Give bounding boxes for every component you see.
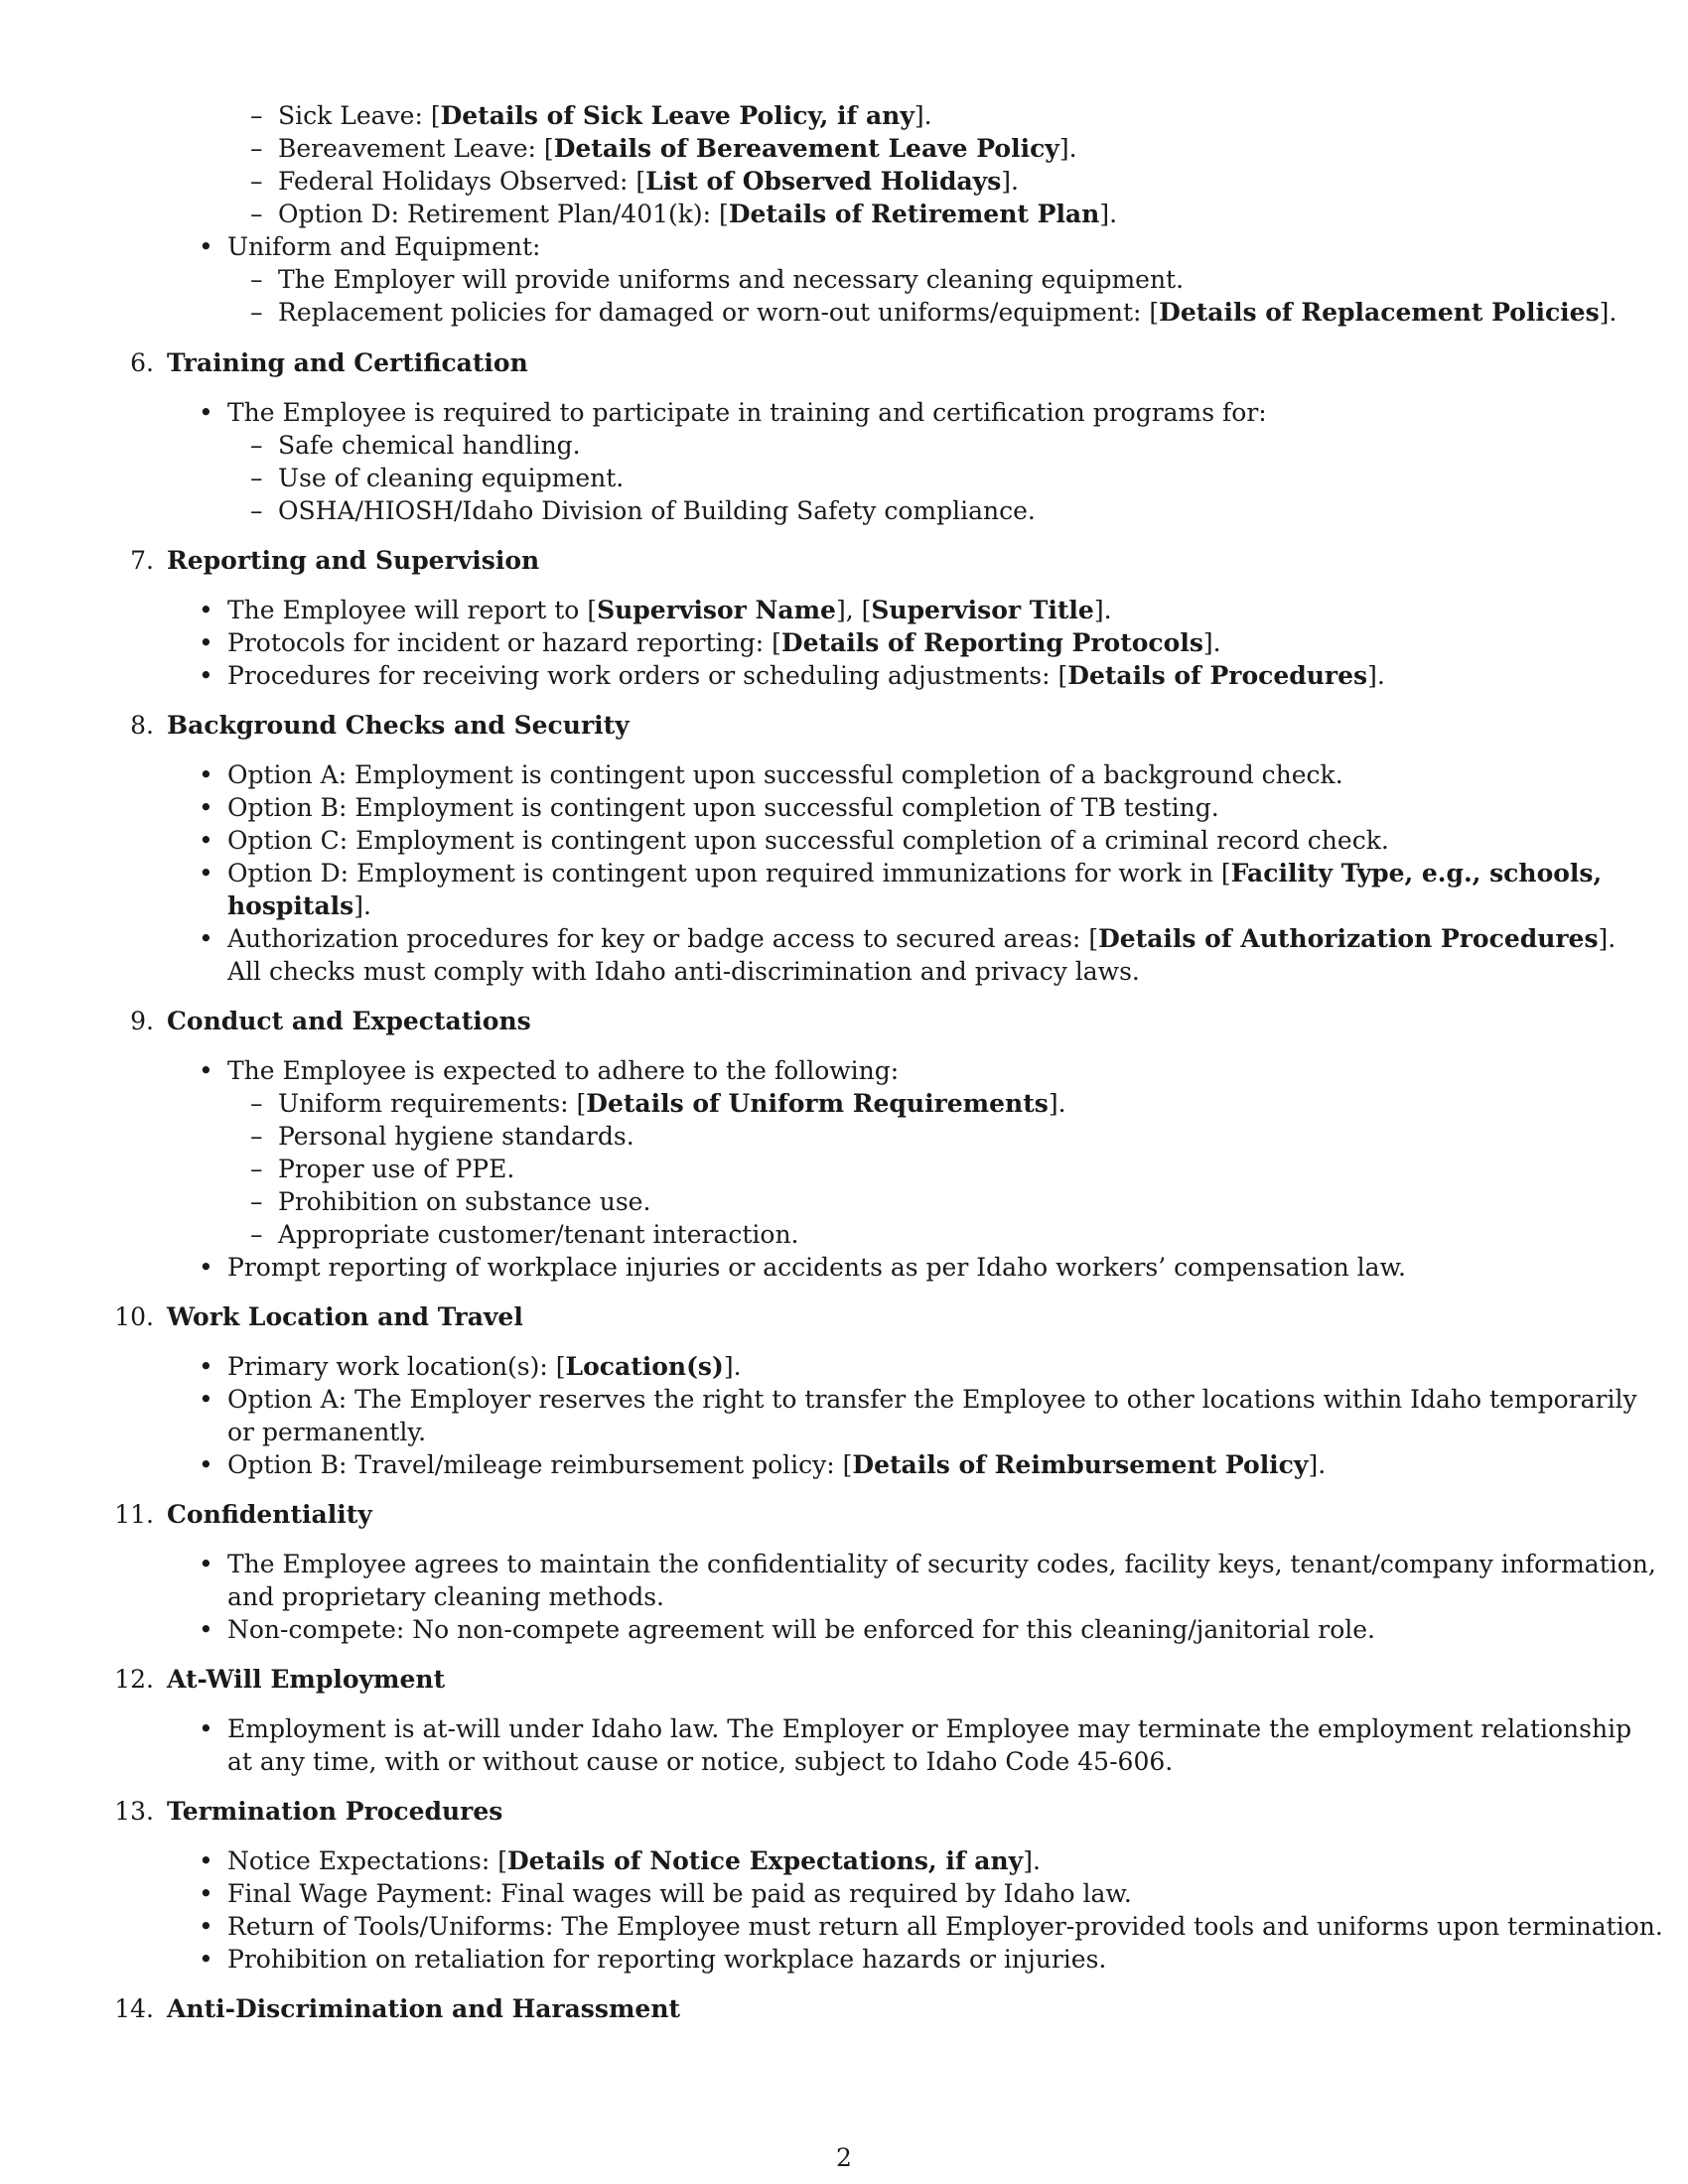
leave-item-retirement: Option D: Retirement Plan/401(k): [Details of Retirement Plan]. [278, 200, 1118, 228]
bullet: • [199, 1714, 213, 1743]
background-option-d-cont: hospitals]. [227, 891, 371, 920]
location-primary: Primary work location(s): [Location(s)]. [227, 1352, 742, 1381]
leave-item-sick: Sick Leave: [Details of Sick Leave Policy, if any]. [278, 101, 932, 130]
dash-bullet: – [250, 265, 263, 294]
bullet: • [199, 826, 213, 855]
section-number: 13. [114, 1797, 154, 1826]
bullet: • [199, 596, 213, 624]
dash-bullet: – [250, 496, 263, 525]
reporting-supervisor: The Employee will report to [Supervisor Name], [Supervisor Title]. [227, 596, 1112, 624]
at-will-text: Employment is at-will under Idaho law. The Employer or Employee may terminate the employment relationship [227, 1714, 1632, 1743]
bullet: • [199, 1056, 213, 1085]
bullet: • [199, 398, 213, 427]
dash-bullet: – [250, 167, 263, 196]
section-number: 9. [130, 1007, 154, 1035]
termination-final-wage: Final Wage Payment: Final wages will be paid as required by Idaho law. [227, 1879, 1132, 1908]
section-number: 11. [114, 1500, 154, 1529]
bullet: • [199, 232, 213, 261]
bullet: • [199, 1912, 213, 1941]
section-title-anti-discrimination: Anti-Discrimination and Harassment [167, 1994, 681, 2023]
section-title-conduct: Conduct and Expectations [167, 1007, 531, 1035]
section-title-location: Work Location and Travel [167, 1302, 523, 1331]
conduct-uniform: Uniform requirements: [Details of Uniform Requirements]. [278, 1089, 1066, 1118]
conduct-item: Appropriate customer/tenant interaction. [278, 1220, 799, 1249]
bullet: • [199, 924, 213, 953]
background-compliance: All checks must comply with Idaho anti-discrimination and privacy laws. [227, 957, 1140, 986]
uniform-item-replacement: Replacement policies for damaged or worn-out uniforms/equipment: [Details of Replacement Policies]. [278, 298, 1618, 327]
section-title-training: Training and Certification [167, 348, 528, 377]
dash-bullet: – [250, 134, 263, 163]
section-number: 8. [130, 711, 154, 740]
uniform-heading: Uniform and Equipment: [227, 232, 541, 261]
bullet: • [199, 760, 213, 789]
confidentiality-agreement-cont: and proprietary cleaning methods. [227, 1582, 665, 1611]
leave-item-bereavement: Bereavement Leave: [Details of Bereavement Leave Policy]. [278, 134, 1077, 163]
bullet: • [199, 1550, 213, 1578]
training-intro: The Employee is required to participate in training and certification programs for: [227, 398, 1267, 427]
bullet: • [199, 661, 213, 690]
training-item: Use of cleaning equipment. [278, 464, 625, 492]
section-number: 10. [114, 1302, 154, 1331]
background-authorization: Authorization procedures for key or badge access to secured areas: [Details of Authorization Procedures]. [227, 924, 1617, 953]
location-option-a-cont: or permanently. [227, 1418, 427, 1446]
reporting-protocols: Protocols for incident or hazard reporting: [Details of Reporting Protocols]. [227, 628, 1221, 657]
bullet: • [199, 1385, 213, 1414]
dash-bullet: – [250, 1187, 263, 1216]
dash-bullet: – [250, 200, 263, 228]
training-item: Safe chemical handling. [278, 431, 581, 460]
section-number: 14. [114, 1994, 154, 2023]
uniform-item-provide: The Employer will provide uniforms and necessary cleaning equipment. [278, 265, 1185, 294]
dash-bullet: – [250, 1155, 263, 1183]
confidentiality-agreement: The Employee agrees to maintain the confidentiality of security codes, facility keys, tenant/company information, [227, 1550, 1656, 1578]
termination-retaliation: Prohibition on retaliation for reporting workplace hazards or injuries. [227, 1945, 1107, 1974]
bullet: • [199, 1450, 213, 1479]
dash-bullet: – [250, 464, 263, 492]
conduct-injury: Prompt reporting of workplace injuries or accidents as per Idaho workers’ compensation law. [227, 1253, 1406, 1282]
location-option-a: Option A: The Employer reserves the right to transfer the Employee to other locations within Idaho temporarily [227, 1385, 1637, 1414]
page-number: 2 [836, 2143, 852, 2172]
location-option-b: Option B: Travel/mileage reimbursement policy: [Details of Reimbursement Policy]. [227, 1450, 1327, 1479]
bullet: • [199, 1945, 213, 1974]
dash-bullet: – [250, 1089, 263, 1118]
conduct-item: Personal hygiene standards. [278, 1122, 634, 1151]
section-title-at-will: At-Will Employment [167, 1665, 446, 1694]
background-option-c: Option C: Employment is contingent upon successful completion of a criminal record check. [227, 826, 1389, 855]
section-number: 7. [130, 546, 154, 575]
bullet: • [199, 1253, 213, 1282]
conduct-item: Proper use of PPE. [278, 1155, 515, 1183]
confidentiality-noncompete: Non-compete: No non-compete agreement will be enforced for this cleaning/janitorial role. [227, 1615, 1376, 1644]
bullet: • [199, 1352, 213, 1381]
bullet: • [199, 1846, 213, 1875]
section-title-confidentiality: Confidentiality [167, 1500, 372, 1529]
at-will-text-cont: at any time, with or without cause or notice, subject to Idaho Code 45-606. [227, 1747, 1174, 1776]
dash-bullet: – [250, 1220, 263, 1249]
conduct-intro: The Employee is expected to adhere to the following: [227, 1056, 900, 1085]
section-title-termination: Termination Procedures [167, 1797, 503, 1826]
bullet: • [199, 793, 213, 822]
leave-item-holidays: Federal Holidays Observed: [List of Observed Holidays]. [278, 167, 1019, 196]
bullet: • [199, 628, 213, 657]
section-title-background: Background Checks and Security [167, 711, 630, 740]
bullet: • [199, 1879, 213, 1908]
dash-bullet: – [250, 298, 263, 327]
dash-bullet: – [250, 1122, 263, 1151]
training-item: OSHA/HIOSH/Idaho Division of Building Safety compliance. [278, 496, 1036, 525]
conduct-item: Prohibition on substance use. [278, 1187, 651, 1216]
background-option-a: Option A: Employment is contingent upon successful completion of a background check. [227, 760, 1343, 789]
dash-bullet: – [250, 101, 263, 130]
reporting-procedures: Procedures for receiving work orders or scheduling adjustments: [Details of Procedures]. [227, 661, 1385, 690]
bullet: • [199, 859, 213, 887]
termination-return-tools: Return of Tools/Uniforms: The Employee must return all Employer-provided tools and uniforms upon termination. [227, 1912, 1663, 1941]
background-option-d: Option D: Employment is contingent upon required immunizations for work in [Facility Type, e.g., schools, [227, 859, 1603, 887]
section-title-reporting: Reporting and Supervision [167, 546, 540, 575]
section-number: 12. [114, 1665, 154, 1694]
dash-bullet: – [250, 431, 263, 460]
section-number: 6. [130, 348, 154, 377]
bullet: • [199, 1615, 213, 1644]
termination-notice: Notice Expectations: [Details of Notice Expectations, if any]. [227, 1846, 1041, 1875]
background-option-b: Option B: Employment is contingent upon successful completion of TB testing. [227, 793, 1219, 822]
